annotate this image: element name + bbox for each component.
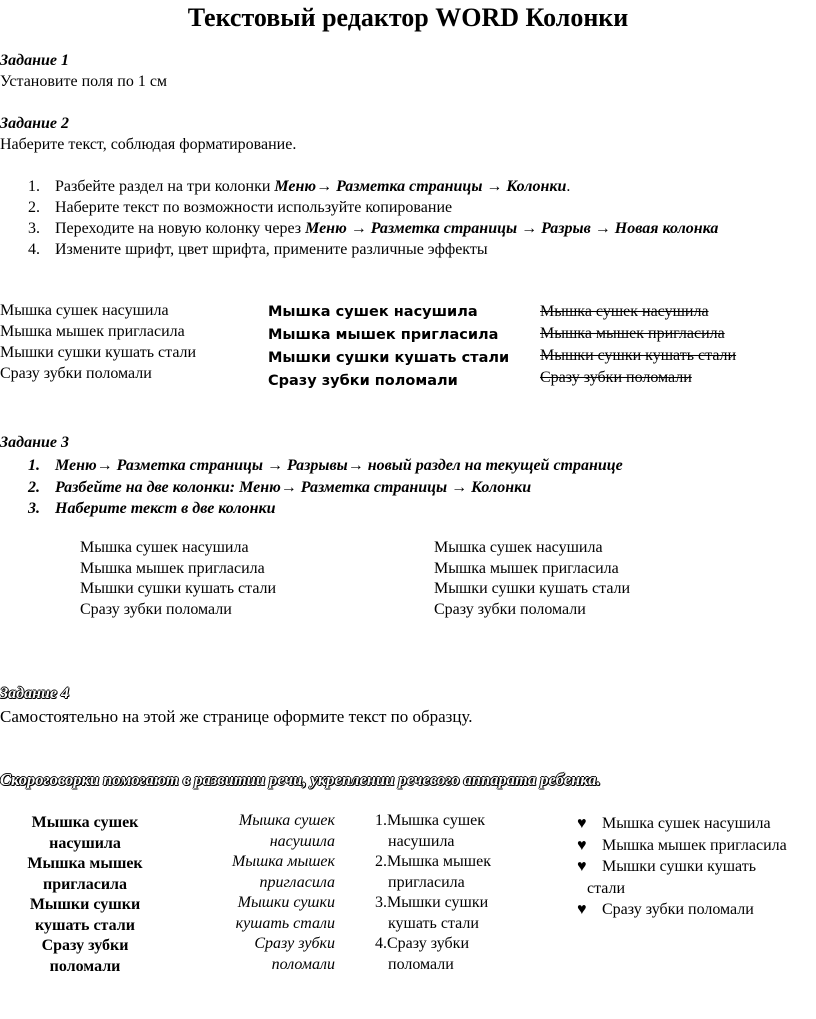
list-item bbox=[0, 176, 816, 197]
task4-subtitle: Скороговорки помогают в развитии речи, укреплении речевого аппарата ребенка. bbox=[0, 770, 601, 789]
poem-line: Мышки сушки кушать стали bbox=[0, 344, 197, 361]
poem-line: Мышка сушек насушила bbox=[80, 539, 249, 556]
poem-line: Мышка мышек пригласила bbox=[540, 325, 725, 342]
bullet-text: Мышки сушки кушать bbox=[602, 858, 757, 875]
sample-line: пригласила bbox=[259, 873, 335, 891]
sample-line: 4.Сразу зубки bbox=[375, 935, 470, 952]
poem-line: Сразу зубки поломали bbox=[434, 600, 586, 618]
task3-list bbox=[0, 455, 816, 520]
item-text: Разбейте раздел на три колонки bbox=[55, 178, 275, 195]
list-item bbox=[0, 498, 816, 520]
item-number: 1. bbox=[28, 457, 40, 474]
poem-column-bold bbox=[268, 301, 509, 393]
item-text: Измените шрифт, цвет шрифта, примените различные эффекты bbox=[55, 241, 488, 258]
sample-line: насушила bbox=[49, 834, 121, 852]
item-number: 2. bbox=[28, 199, 40, 216]
item-number: 2. bbox=[28, 478, 40, 496]
heart-bullet-icon: ♥ bbox=[577, 815, 587, 832]
item-text: Наберите текст в две колонки bbox=[55, 500, 276, 517]
task1-heading: Задание 1 bbox=[0, 52, 69, 69]
heart-bullet-icon: ♥ bbox=[577, 836, 587, 854]
sample-line: 1.Мышка сушек bbox=[375, 812, 486, 829]
poem-line: Мышки сушки кушать стали bbox=[80, 580, 277, 597]
poem-line: Мышка мышек пригласила bbox=[434, 559, 619, 577]
sample-line: кушать стали bbox=[235, 914, 335, 932]
list-item bbox=[0, 239, 816, 260]
poem-line: Мышки сушки кушать стали bbox=[268, 350, 510, 366]
task1-text: Установите поля по 1 см bbox=[0, 73, 168, 90]
poem-line: Мышка мышек пригласила bbox=[80, 559, 265, 577]
poem-line: Мышки сушки кушать стали bbox=[540, 347, 737, 364]
poem-two-col-right bbox=[434, 538, 630, 620]
sample-line: Мышка сушек bbox=[31, 814, 139, 831]
poem-line: Мышка мышек пригласила bbox=[268, 327, 499, 343]
sample-line: кушать стали bbox=[388, 914, 479, 932]
item-number: 3. bbox=[28, 500, 40, 517]
list-item bbox=[0, 197, 816, 218]
list-item bbox=[0, 477, 816, 499]
bullet-item bbox=[577, 835, 787, 857]
poem-column-strikethrough bbox=[540, 301, 736, 389]
poem-line: Мышка сушек насушила bbox=[434, 539, 603, 556]
item-tail: . bbox=[566, 178, 571, 195]
sample-line: поломали bbox=[49, 957, 121, 975]
task3-heading: Задание 3 bbox=[0, 434, 69, 451]
item-number: 4. bbox=[28, 241, 40, 258]
item-text: Переходите на новую колонку через bbox=[55, 220, 306, 237]
bullet-text: Мышка мышек пригласила bbox=[602, 836, 787, 854]
sample-line: Мышка мышек bbox=[231, 853, 335, 870]
sample-line: поломали bbox=[388, 955, 454, 973]
sample-line: кушать стали bbox=[35, 916, 135, 934]
bullet-text: Мышка сушек насушила bbox=[602, 815, 771, 832]
sample-line: Мышки сушки bbox=[29, 896, 141, 913]
item-number: 3. bbox=[28, 220, 40, 237]
bullet-continuation: стали bbox=[587, 879, 626, 897]
item-emph: Меню→ Разметка страницы → Колонки bbox=[274, 178, 567, 195]
poem-line: Мышка сушек насушила bbox=[540, 303, 709, 320]
heart-bullet-icon: ♥ bbox=[577, 901, 587, 918]
item-text: Меню→ Разметка страницы → Разрывы→ новый раздел на текущей странице bbox=[55, 457, 623, 474]
item-text: Разбейте на две колонки: Меню→ Разметка страницы → Колонки bbox=[55, 478, 532, 496]
poem-line: Мышка сушек насушила bbox=[0, 302, 169, 319]
sample-col-bulleted bbox=[577, 813, 787, 921]
task4-heading: Задание 4 bbox=[0, 685, 69, 702]
sample-line: пригласила bbox=[388, 873, 465, 891]
sample-line: 2.Мышка мышек bbox=[375, 853, 491, 870]
sample-col-italic-right bbox=[170, 811, 335, 975]
item-text: Наберите текст по возможности используйте копирование bbox=[55, 199, 453, 216]
heart-bullet-icon: ♥ bbox=[577, 858, 587, 875]
poem-line: Мышка мышек пригласила bbox=[0, 323, 185, 340]
sample-col-bold-centered bbox=[0, 813, 170, 977]
poem-line: Сразу зубки поломали bbox=[540, 369, 692, 386]
item-number: 1. bbox=[28, 178, 40, 195]
poem-line: Сразу зубки поломали bbox=[0, 365, 152, 382]
bullet-item bbox=[577, 813, 787, 835]
poem-column-plain bbox=[0, 300, 196, 384]
poem-line: Сразу зубки поломали bbox=[268, 373, 458, 389]
sample-line: насушила bbox=[269, 832, 335, 850]
sample-line: пригласила bbox=[42, 875, 128, 893]
list-item bbox=[0, 218, 816, 239]
task2-heading: Задание 2 bbox=[0, 115, 69, 132]
sample-col-numbered bbox=[375, 811, 491, 975]
sample-line: Мышка мышек bbox=[27, 855, 143, 872]
item-emph: Меню → Разметка страницы → Разрыв → Новая колонка bbox=[305, 220, 719, 237]
sample-line: насушила bbox=[388, 832, 455, 850]
list-item bbox=[0, 455, 816, 477]
page-title: Текстовый редактор WORD Колонки bbox=[187, 3, 629, 32]
poem-line: Мышка сушек насушила bbox=[268, 304, 478, 320]
sample-line: поломали bbox=[271, 955, 335, 973]
task4-text: Самостоятельно на этой же странице оформите текст по образцу. bbox=[0, 707, 473, 726]
task2-text: Наберите текст, соблюдая форматирование. bbox=[0, 136, 297, 153]
sample-line: Сразу зубки bbox=[254, 935, 335, 952]
sample-line: 3.Мышки сушки bbox=[375, 894, 489, 911]
sample-line: Сразу зубки bbox=[41, 937, 129, 954]
bullet-item bbox=[577, 899, 787, 921]
poem-line: Сразу зубки поломали bbox=[80, 600, 232, 618]
bullet-text: Сразу зубки поломали bbox=[602, 901, 754, 918]
poem-line: Мышки сушки кушать стали bbox=[434, 580, 631, 597]
bullet-item bbox=[577, 856, 787, 878]
task2-list bbox=[0, 176, 816, 260]
poem-two-col-left bbox=[80, 538, 276, 620]
sample-line: Мышка сушек bbox=[238, 812, 335, 829]
sample-line: Мышки сушки bbox=[237, 894, 335, 911]
